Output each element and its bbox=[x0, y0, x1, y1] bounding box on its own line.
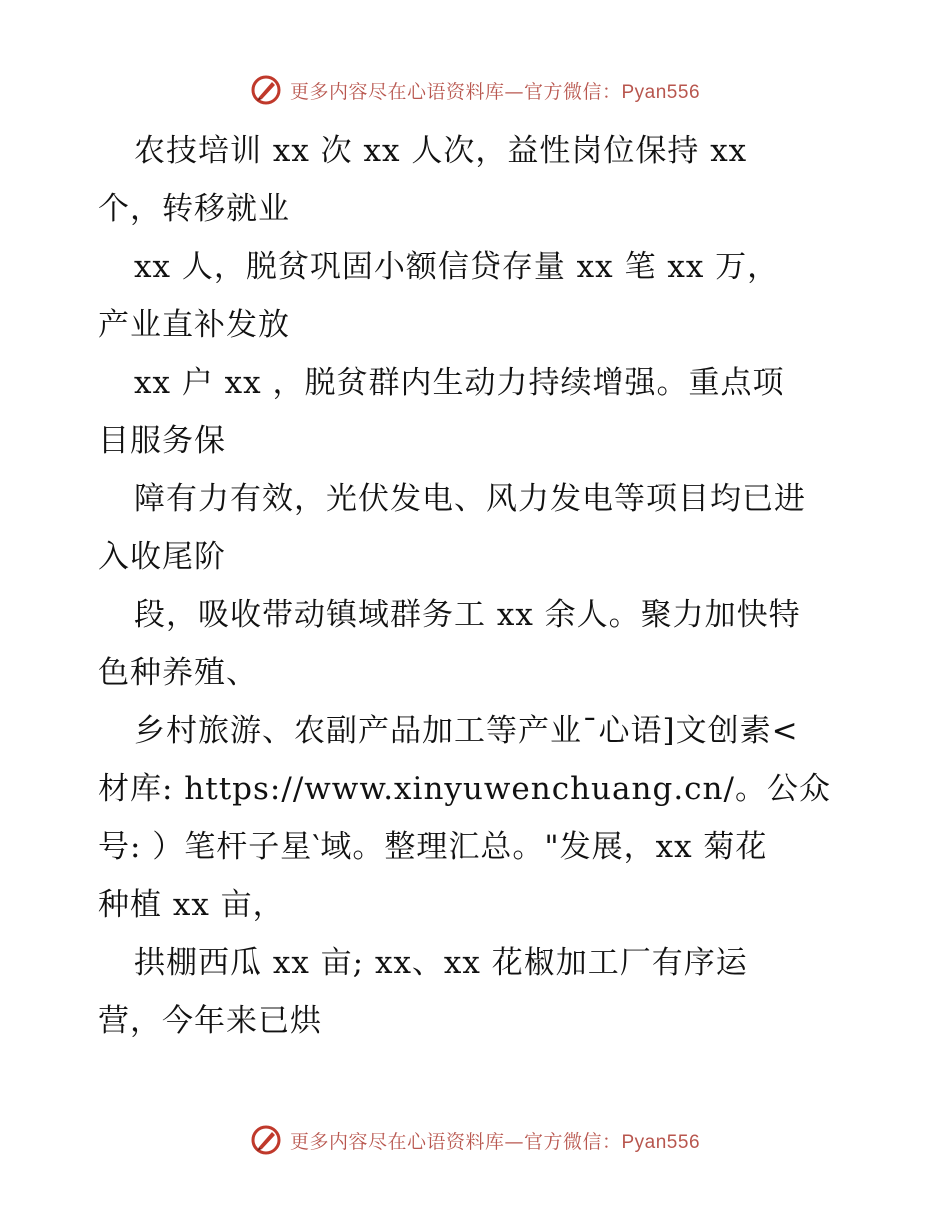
footer-wechat-label: 官方微信： bbox=[523, 1130, 622, 1153]
header-banner bbox=[0, 70, 950, 110]
body-line: 产业直补发放 bbox=[98, 307, 290, 343]
quill-pen-logo-icon bbox=[250, 1124, 282, 1156]
body-line: 个，转移就业 bbox=[98, 191, 290, 227]
footer-separator: — bbox=[504, 1130, 524, 1153]
footer-banner bbox=[0, 1120, 950, 1160]
body-line: 目服务保 bbox=[98, 423, 226, 459]
header-text bbox=[290, 77, 700, 104]
header-wechat-label: 官方微信： bbox=[523, 80, 622, 103]
body-line: 段，吸收带动镇域群务工 xx 余人。聚力加快特 bbox=[134, 597, 801, 633]
document-body bbox=[98, 122, 868, 1050]
header-brand-text: 更多内容尽在心语资料库 bbox=[289, 80, 505, 103]
header-wechat-id: Pyan556 bbox=[621, 81, 701, 103]
body-line: 障有力有效，光伏发电、风力发电等项目均已进 bbox=[134, 481, 806, 517]
body-line: 号: ）笔杆子星‵域。整理汇总。"发展，xx 菊花 bbox=[98, 829, 768, 865]
quill-pen-logo-icon bbox=[250, 74, 282, 106]
footer-wechat-id: Pyan556 bbox=[621, 1131, 701, 1153]
body-line: 入收尾阶 bbox=[98, 539, 226, 575]
body-line: xx 户 xx ，脱贫群内生动力持续增强。重点项 bbox=[134, 365, 785, 401]
body-line: 材库: https://www.xinyuwenchuang.cn/。公众 bbox=[98, 771, 831, 807]
body-line: 农技培训 xx 次 xx 人次，益性岗位保持 xx bbox=[134, 133, 748, 169]
header-separator: — bbox=[504, 80, 524, 103]
body-line: 营，今年来已烘 bbox=[98, 1003, 322, 1039]
body-line: 拱棚西瓜 xx 亩; xx、xx 花椒加工厂有序运 bbox=[134, 945, 748, 981]
body-line: xx 人，脱贫巩固小额信贷存量 xx 笔 xx 万， bbox=[134, 249, 780, 285]
footer-brand-text: 更多内容尽在心语资料库 bbox=[289, 1130, 505, 1153]
body-line: 乡村旅游、农副产品加工等产业¯心语]文创素< bbox=[134, 713, 799, 749]
body-line: 种植 xx 亩， bbox=[98, 887, 285, 923]
body-line: 色种养殖、 bbox=[98, 655, 258, 691]
footer-text bbox=[290, 1127, 700, 1154]
